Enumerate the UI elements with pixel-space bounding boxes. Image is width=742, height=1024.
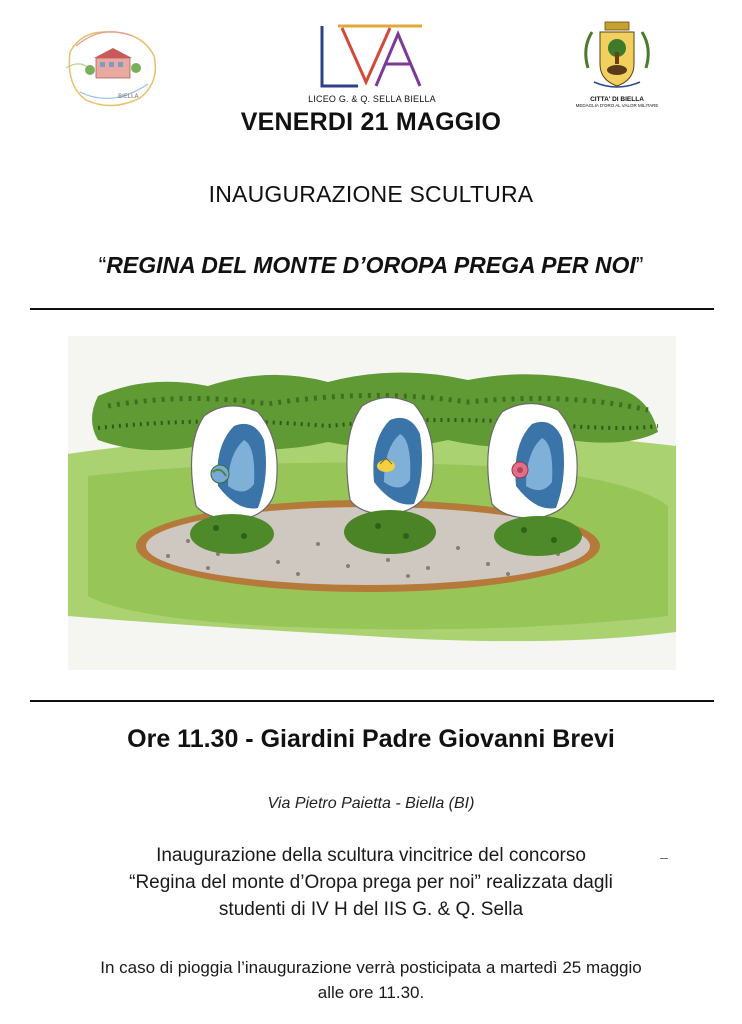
description-line: “Regina del monte d’Oropa prega per noi” realizzata dagli	[129, 872, 613, 893]
event-type-heading: INAUGURAZIONE SCULTURA	[208, 181, 534, 207]
sculpture-watercolor-image	[68, 336, 676, 670]
event-date-heading: VENERDI 21 MAGGIO	[240, 108, 502, 136]
sculpture-title-text: REGINA DEL MONTE D’OROPA PREGA PER NOI	[106, 252, 636, 278]
lga-monogram-icon	[318, 24, 426, 88]
school-logo-icon	[62, 22, 162, 108]
city-name-caption: CITTA' DI BIELLA	[590, 96, 644, 103]
sculpture-title	[0, 252, 742, 279]
quote-close: ”	[635, 252, 644, 278]
city-crest-icon	[578, 18, 656, 94]
rain-notice-line: In caso di pioggia l’inaugurazione verrà posticipata a martedì 25 maggio	[100, 958, 642, 977]
description-line: Inaugurazione della scultura vincitrice del concorso	[156, 845, 586, 866]
city-medal-caption: MEDAGLIA D'ORO AL VALOR MILITARE	[575, 103, 659, 108]
divider-bottom	[30, 700, 714, 702]
quote-open: “	[98, 252, 107, 278]
address-line: Via Pietro Paietta - Biella (BI)	[267, 795, 475, 812]
description-line: studenti di IV H del IIS G. & Q. Sella	[218, 899, 524, 920]
time-location-heading: Ore 11.30 - Giardini Padre Giovanni Brevi	[127, 725, 615, 753]
school-name-caption: LICEO G. & Q. SELLA BIELLA	[308, 94, 436, 104]
stray-mark	[660, 858, 668, 859]
rain-notice-line: alle ore 11.30.	[317, 983, 425, 1002]
divider-top	[30, 308, 714, 310]
svg-text:BIELLA: BIELLA	[118, 93, 139, 100]
